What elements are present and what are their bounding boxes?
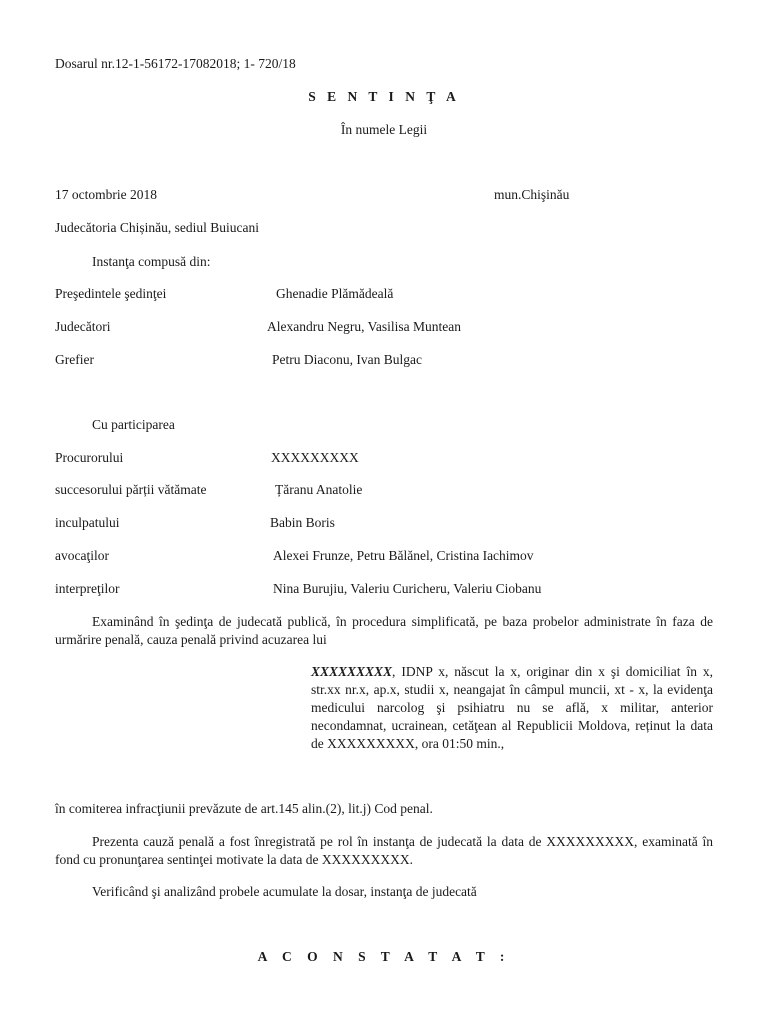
participant-value-prosecutor: XXXXXXXXX: [271, 450, 359, 465]
composition-label-judges: Judecători: [55, 319, 111, 334]
composition-label-president: Preşedintele şedinţei: [55, 286, 167, 301]
participant-value-lawyers: Alexei Frunze, Petru Bălănel, Cristina Iachimov: [273, 548, 534, 563]
section-title: A C O N S T A T A T :: [257, 949, 511, 964]
registration-paragraph: Prezenta cauză penală a fost înregistrată pe rol în instanţa de judecată la data de XXXXXXXXX, examinată în fond cu pronunţarea sentinţei motivate la data de XXXXXXXXX.: [55, 834, 713, 867]
participant-label-interpreters: interpreţilor: [55, 581, 120, 596]
composition-value-judges: Alexandru Negru, Vasilisa Muntean: [267, 319, 461, 334]
composition-value-clerk: Petru Diaconu, Ivan Bulgac: [272, 352, 422, 367]
verification-paragraph: Verificând şi analizând probele acumulate la dosar, instanţa de judecată: [92, 884, 477, 899]
examining-paragraph: Examinând în şedinţa de judecată publică, în procedura simplificată, pe baza probelor administrate în faza de urmărire penală, cauza penală privind acuzarea lui: [55, 614, 713, 647]
participant-value-interpreters: Nina Burujiu, Valeriu Curicheru, Valeriu Ciobanu: [273, 581, 542, 596]
document-subtitle: În numele Legii: [340, 122, 428, 137]
composition-label-clerk: Grefier: [55, 352, 94, 367]
case-number: Dosarul nr.12-1-56172-17082018; 1- 720/18: [55, 56, 296, 71]
decision-date: 17 octombrie 2018: [55, 187, 157, 202]
accused-details: , IDNP x, născut la x, originar din x şi domiciliat în x, str.xx nr.x, ap.x, studii x, neangajat în câmpul muncii, xt - x, la evidenţa medicului narcolog şi psihiatru nu se află, x militar, anterior necondamnat, ucrainean, cetăţean al Republicii Moldova, reținut la data de XXXXXXXXX, ora 01:50 min.,: [311, 664, 713, 751]
accused-block: [311, 663, 713, 753]
participation-intro: Cu participarea: [92, 417, 175, 432]
participant-label-defendant: inculpatului: [55, 515, 120, 530]
participant-label-victim-successor: succesorului părții vătămate: [55, 482, 207, 497]
court-name: Judecătoria Chișinău, sediul Buiucani: [55, 220, 259, 235]
accused-name: XXXXXXXXX: [311, 664, 393, 679]
charge-line: în comiterea infracţiunii prevăzute de art.145 alin.(2), lit.j) Cod penal.: [55, 801, 433, 816]
decision-place: mun.Chişinău: [494, 187, 570, 202]
composition-intro: Instanţa compusă din:: [92, 254, 211, 269]
participant-value-victim-successor: Țăranu Anatolie: [275, 482, 363, 497]
participant-label-lawyers: avocaţilor: [55, 548, 109, 563]
participant-value-defendant: Babin Boris: [270, 515, 335, 530]
participant-label-prosecutor: Procurorului: [55, 450, 124, 465]
composition-value-president: Ghenadie Plămădeală: [276, 286, 394, 301]
document-title: S E N T I N Ţ A: [308, 89, 460, 104]
